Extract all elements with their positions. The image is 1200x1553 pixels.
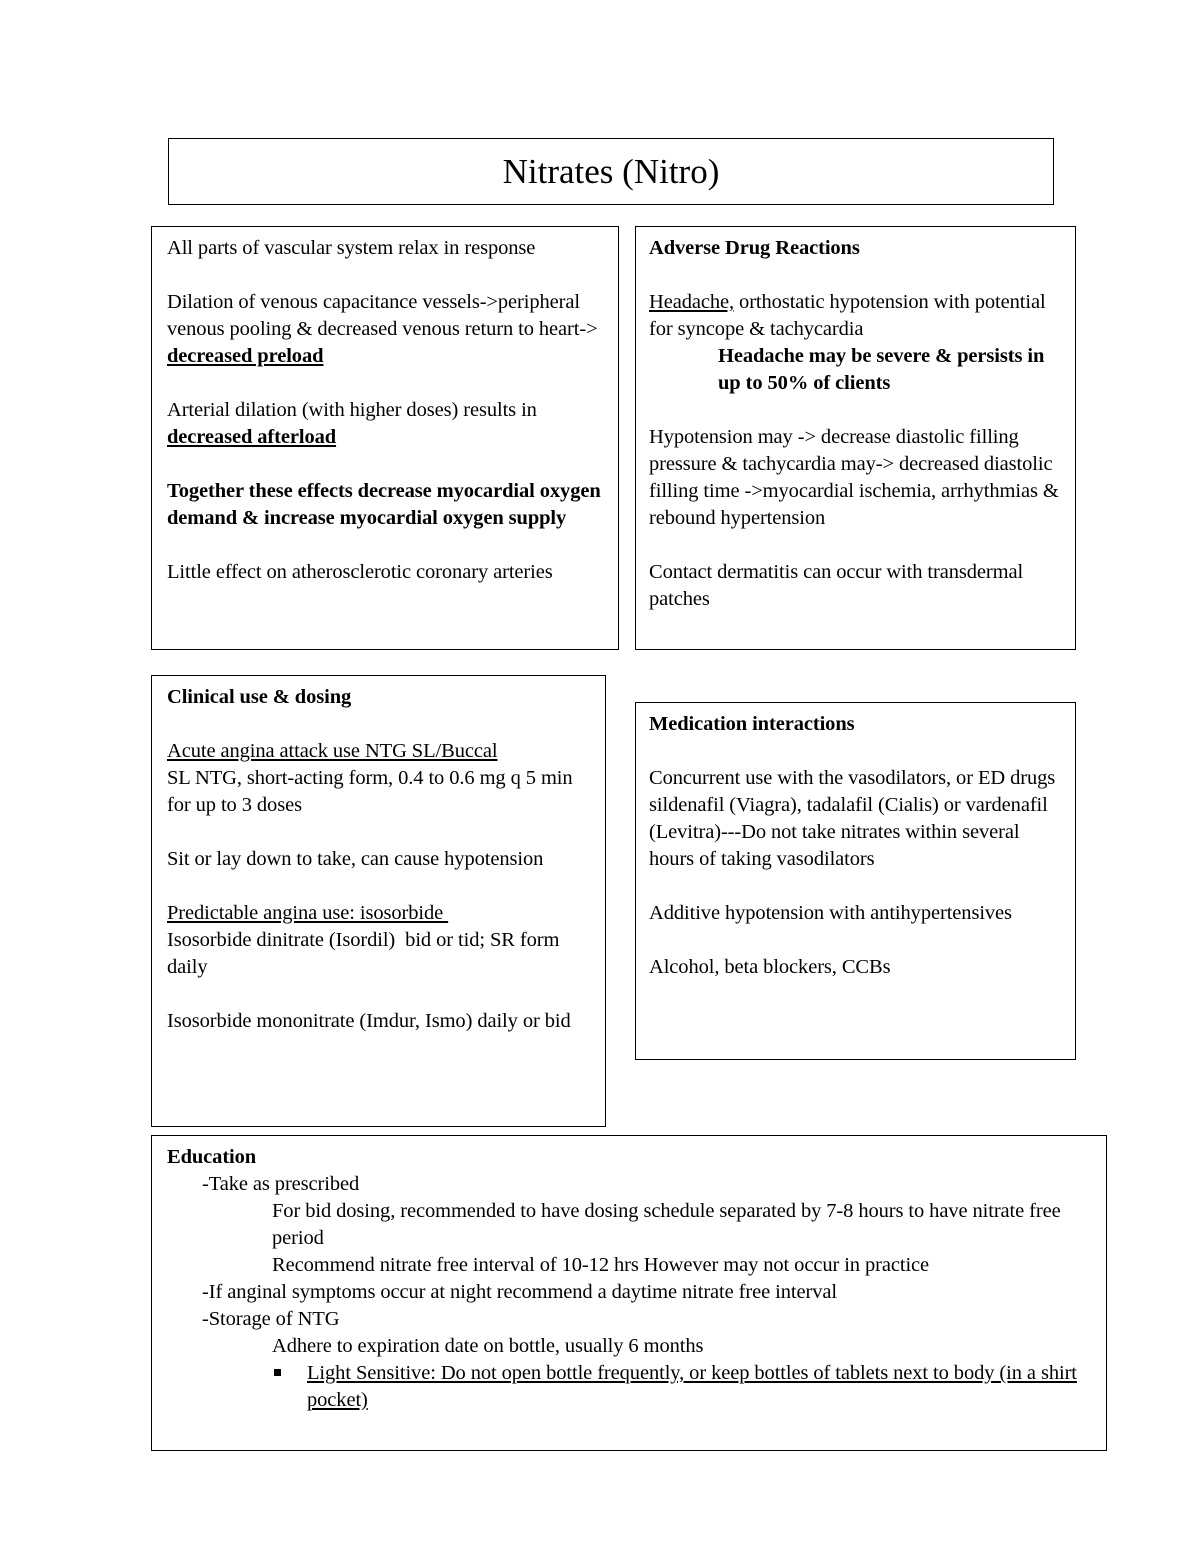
mechanism-box xyxy=(151,226,619,650)
mononitrate-text: Isosorbide mononitrate (Imdur, Ismo) daily or bid xyxy=(167,1010,571,1032)
adverse-p2: Hypotension may -> decrease diastolic filling pressure & tachycardia may-> decreased diastolic filling time ->myocardial ischemia, arrhythmias & rebound hypertension xyxy=(649,426,1059,529)
page-title: Nitrates (Nitro) xyxy=(502,152,720,191)
adverse-p3: Contact dermatitis can occur with transdermal patches xyxy=(649,561,1024,610)
adverse-reactions-box xyxy=(635,226,1076,650)
sit-text: Sit or lay down to take, can cause hypotension xyxy=(167,848,544,870)
medication-p1: Concurrent use with the vasodilators, or ED drugs sildenafil (Viagra), tadalafil (Cialis) or vardenafil (Levitra)---Do not take nitrates within several hours of taking vasodilators xyxy=(649,767,1056,870)
title-box xyxy=(168,138,1054,205)
mechanism-p1: All parts of vascular system relax in response xyxy=(167,237,536,259)
square-bullet-icon xyxy=(274,1369,281,1376)
education-l2: For bid dosing, recommended to have dosing schedule separated by 7-8 hours to have nitrate free period xyxy=(272,1200,1061,1249)
education-l7: Light Sensitive: Do not open bottle frequently, or keep bottles of tablets next to body (in a shirt pocket) xyxy=(307,1362,1077,1411)
mechanism-p3 xyxy=(167,397,606,451)
education-l5: -Storage of NTG xyxy=(202,1308,340,1330)
mechanism-p2-text: Dilation of venous capacitance vessels->peripheral venous pooling & decreased venous return to heart-> xyxy=(167,291,598,340)
acute-text: SL NTG, short-acting form, 0.4 to 0.6 mg q 5 min for up to 3 doses xyxy=(167,767,573,816)
education-l6: Adhere to expiration date on bottle, usually 6 months xyxy=(272,1335,704,1357)
headache-term: Headache, xyxy=(649,291,735,313)
medication-heading: Medication interactions xyxy=(649,713,855,735)
adverse-p1-text: orthostatic hypotension with potential for syncope & tachycardia xyxy=(649,291,1046,340)
medication-p3: Alcohol, beta blockers, CCBs xyxy=(649,956,891,978)
clinical-heading: Clinical use & dosing xyxy=(167,686,352,708)
mechanism-p3-text: Arterial dilation (with higher doses) results in xyxy=(167,399,537,421)
education-l1: -Take as prescribed xyxy=(202,1173,360,1195)
adverse-p1 xyxy=(649,289,1063,343)
predictable-text: Isosorbide dinitrate (Isordil) bid or tid; SR form daily xyxy=(167,929,565,978)
education-bullet xyxy=(167,1360,1094,1414)
education-heading: Education xyxy=(167,1146,257,1168)
education-l4: -If anginal symptoms occur at night recommend a daytime nitrate free interval xyxy=(202,1281,837,1303)
adverse-heading: Adverse Drug Reactions xyxy=(649,237,860,259)
mechanism-p5: Little effect on atherosclerotic coronary arteries xyxy=(167,561,553,583)
mechanism-p4: Together these effects decrease myocardial oxygen demand & increase myocardial oxygen supply xyxy=(167,480,601,529)
decreased-preload: decreased preload xyxy=(167,345,324,367)
adverse-note: Headache may be severe & persists in up to 50% of clients xyxy=(718,345,1045,394)
medication-interactions-box xyxy=(635,702,1076,1060)
predictable-heading: Predictable angina use: isosorbide xyxy=(167,902,449,924)
mechanism-p2 xyxy=(167,289,606,370)
education-l3: Recommend nitrate free interval of 10-12 hrs However may not occur in practice xyxy=(272,1254,930,1276)
acute-heading: Acute angina attack use NTG SL/Buccal xyxy=(167,740,498,762)
medication-p2: Additive hypotension with antihypertensives xyxy=(649,902,1012,924)
clinical-use-box xyxy=(151,675,606,1127)
decreased-afterload: decreased afterload xyxy=(167,426,337,448)
education-box xyxy=(151,1135,1107,1451)
